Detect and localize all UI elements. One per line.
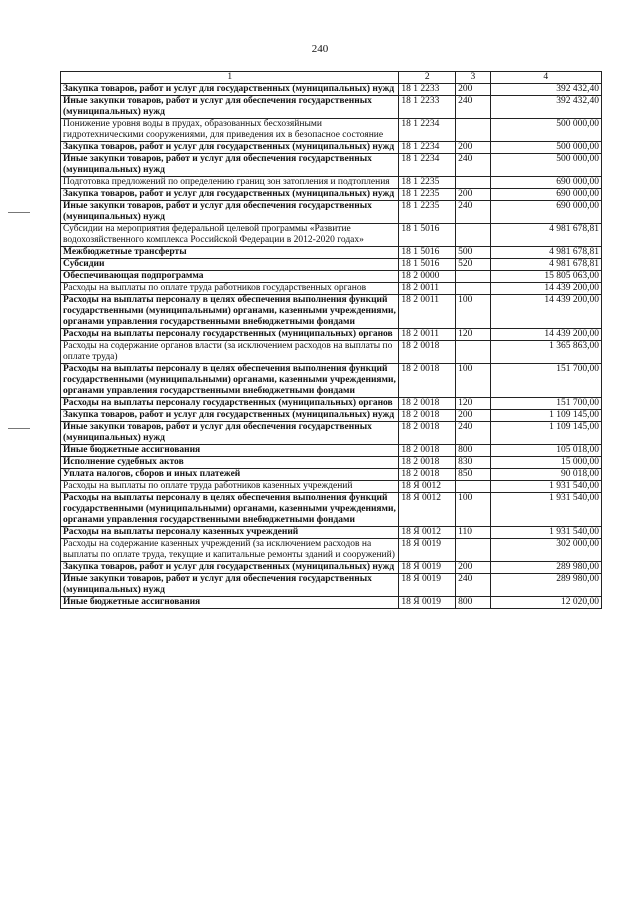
cell-sum: 12 020,00 xyxy=(490,597,601,609)
cell-name: Иные закупки товаров, работ и услуг для обеспечения государственных (муниципальных) нужд xyxy=(61,96,399,119)
cell-sum: 4 981 678,81 xyxy=(490,259,601,271)
cell-type: 240 xyxy=(456,154,490,177)
table-row xyxy=(61,364,602,398)
cell-sum: 90 018,00 xyxy=(490,469,601,481)
cell-code: 18 1 5016 xyxy=(399,247,456,259)
cell-type: 800 xyxy=(456,597,490,609)
cell-type xyxy=(456,177,490,189)
cell-type xyxy=(456,224,490,247)
cell-sum: 500 000,00 xyxy=(490,154,601,177)
table-row xyxy=(61,341,602,364)
cell-code: 18 1 2234 xyxy=(399,119,456,142)
table-row xyxy=(61,142,602,154)
page-number: 240 xyxy=(311,43,329,55)
cell-code: 18 Я 0012 xyxy=(399,527,456,539)
cell-code: 18 1 2235 xyxy=(399,177,456,189)
margin-mark xyxy=(8,428,30,429)
cell-code: 18 2 0011 xyxy=(399,329,456,341)
cell-sum: 289 980,00 xyxy=(490,574,601,597)
table-header-row xyxy=(61,72,602,84)
table-row xyxy=(61,469,602,481)
cell-sum: 500 000,00 xyxy=(490,142,601,154)
cell-type xyxy=(456,481,490,493)
cell-sum: 690 000,00 xyxy=(490,177,601,189)
cell-name: Межбюджетные трансферты xyxy=(61,247,399,259)
cell-name: Расходы на выплаты персоналу в целях обеспечения выполнения функций государственными (муниципальными) органами, казенными учреждениями, органами управления государственными внебюджетными фондами xyxy=(61,295,399,329)
cell-code: 18 2 0018 xyxy=(399,398,456,410)
cell-code: 18 2 0018 xyxy=(399,457,456,469)
cell-name: Расходы на содержание органов власти (за исключением расходов на выплаты по оплате труда) xyxy=(61,341,399,364)
table-row xyxy=(61,247,602,259)
table-row xyxy=(61,539,602,562)
cell-name: Иные бюджетные ассигнования xyxy=(61,597,399,609)
cell-code: 18 Я 0012 xyxy=(399,493,456,527)
table-row xyxy=(61,398,602,410)
cell-sum: 4 981 678,81 xyxy=(490,247,601,259)
cell-type: 240 xyxy=(456,96,490,119)
cell-code: 18 2 0011 xyxy=(399,283,456,295)
cell-name: Закупка товаров, работ и услуг для государственных (муниципальных) нужд xyxy=(61,562,399,574)
table-row xyxy=(61,119,602,142)
table-row xyxy=(61,574,602,597)
cell-type xyxy=(456,271,490,283)
cell-code: 18 1 2234 xyxy=(399,154,456,177)
cell-sum: 1 931 540,00 xyxy=(490,527,601,539)
cell-type: 100 xyxy=(456,493,490,527)
cell-code: 18 1 2233 xyxy=(399,84,456,96)
cell-name: Расходы на выплаты персоналу казенных учреждений xyxy=(61,527,399,539)
cell-code: 18 Я 0019 xyxy=(399,574,456,597)
cell-type xyxy=(456,283,490,295)
cell-type: 200 xyxy=(456,142,490,154)
cell-name: Закупка товаров, работ и услуг для государственных (муниципальных) нужд xyxy=(61,189,399,201)
table-row xyxy=(61,410,602,422)
cell-name: Иные закупки товаров, работ и услуг для обеспечения государственных (муниципальных) нужд xyxy=(61,574,399,597)
cell-code: 18 2 0018 xyxy=(399,364,456,398)
cell-name: Иные закупки товаров, работ и услуг для обеспечения государственных (муниципальных) нужд xyxy=(61,201,399,224)
table-row xyxy=(61,177,602,189)
cell-sum: 151 700,00 xyxy=(490,364,601,398)
cell-type: 100 xyxy=(456,364,490,398)
cell-name: Расходы на выплаты персоналу в целях обеспечения выполнения функций государственными (муниципальными) органами, казенными учреждениями, органами управления государственными внебюджетными фондами xyxy=(61,364,399,398)
cell-type: 120 xyxy=(456,329,490,341)
cell-name: Закупка товаров, работ и услуг для государственных (муниципальных) нужд xyxy=(61,410,399,422)
cell-type xyxy=(456,341,490,364)
table-row xyxy=(61,422,602,445)
table-row xyxy=(61,295,602,329)
cell-name: Подготовка предложений по определению границ зон затопления и подтопления xyxy=(61,177,399,189)
cell-sum: 1 931 540,00 xyxy=(490,493,601,527)
cell-name: Расходы на выплаты по оплате труда работников казенных учреждений xyxy=(61,481,399,493)
cell-sum: 1 109 145,00 xyxy=(490,422,601,445)
cell-name: Уплата налогов, сборов и иных платежей xyxy=(61,469,399,481)
cell-name: Расходы на выплаты персоналу государственных (муниципальных) органов xyxy=(61,398,399,410)
table-row xyxy=(61,96,602,119)
cell-code: 18 Я 0019 xyxy=(399,539,456,562)
cell-type: 120 xyxy=(456,398,490,410)
cell-code: 18 1 2235 xyxy=(399,201,456,224)
cell-type: 240 xyxy=(456,574,490,597)
table-row xyxy=(61,283,602,295)
table-row xyxy=(61,493,602,527)
cell-type: 110 xyxy=(456,527,490,539)
cell-type: 500 xyxy=(456,247,490,259)
table-row xyxy=(61,481,602,493)
cell-type xyxy=(456,539,490,562)
cell-code: 18 2 0000 xyxy=(399,271,456,283)
table-row xyxy=(61,271,602,283)
table-row xyxy=(61,201,602,224)
cell-sum: 151 700,00 xyxy=(490,398,601,410)
cell-name: Закупка товаров, работ и услуг для государственных (муниципальных) нужд xyxy=(61,84,399,96)
table-row xyxy=(61,457,602,469)
cell-name: Расходы на выплаты по оплате труда работников государственных органов xyxy=(61,283,399,295)
header-col-2: 2 xyxy=(399,72,456,84)
table-row xyxy=(61,527,602,539)
cell-sum: 14 439 200,00 xyxy=(490,295,601,329)
cell-name: Иные закупки товаров, работ и услуг для обеспечения государственных (муниципальных) нужд xyxy=(61,422,399,445)
cell-type: 520 xyxy=(456,259,490,271)
cell-type: 240 xyxy=(456,422,490,445)
cell-sum: 15 000,00 xyxy=(490,457,601,469)
cell-code: 18 2 0018 xyxy=(399,341,456,364)
cell-type: 100 xyxy=(456,295,490,329)
cell-name: Исполнение судебных актов xyxy=(61,457,399,469)
cell-type: 200 xyxy=(456,562,490,574)
cell-name: Закупка товаров, работ и услуг для государственных (муниципальных) нужд xyxy=(61,142,399,154)
cell-sum: 690 000,00 xyxy=(490,189,601,201)
table-row xyxy=(61,154,602,177)
cell-code: 18 2 0018 xyxy=(399,422,456,445)
cell-type: 850 xyxy=(456,469,490,481)
table-body xyxy=(61,84,602,609)
cell-sum: 1 365 863,00 xyxy=(490,341,601,364)
cell-sum: 14 439 200,00 xyxy=(490,283,601,295)
cell-code: 18 2 0011 xyxy=(399,295,456,329)
cell-code: 18 1 2235 xyxy=(399,189,456,201)
cell-name: Субсидии xyxy=(61,259,399,271)
cell-sum: 4 981 678,81 xyxy=(490,224,601,247)
cell-sum: 105 018,00 xyxy=(490,445,601,457)
cell-type: 200 xyxy=(456,189,490,201)
cell-code: 18 2 0018 xyxy=(399,445,456,457)
cell-name: Расходы на выплаты персоналу государственных (муниципальных) органов xyxy=(61,329,399,341)
cell-sum: 1 109 145,00 xyxy=(490,410,601,422)
table-row xyxy=(61,445,602,457)
cell-name: Иные бюджетные ассигнования xyxy=(61,445,399,457)
header-col-4: 4 xyxy=(490,72,601,84)
cell-type: 240 xyxy=(456,201,490,224)
cell-sum: 500 000,00 xyxy=(490,119,601,142)
cell-code: 18 Я 0012 xyxy=(399,481,456,493)
cell-code: 18 1 2233 xyxy=(399,96,456,119)
cell-type: 830 xyxy=(456,457,490,469)
cell-sum: 690 000,00 xyxy=(490,201,601,224)
cell-type: 200 xyxy=(456,84,490,96)
header-col-1: 1 xyxy=(61,72,399,84)
table-row xyxy=(61,597,602,609)
cell-sum: 392 432,40 xyxy=(490,84,601,96)
cell-code: 18 1 5016 xyxy=(399,259,456,271)
cell-code: 18 Я 0019 xyxy=(399,562,456,574)
cell-name: Обеспечивающая подпрограмма xyxy=(61,271,399,283)
table-row xyxy=(61,259,602,271)
cell-code: 18 1 5016 xyxy=(399,224,456,247)
cell-type xyxy=(456,119,490,142)
table-row xyxy=(61,562,602,574)
cell-name: Иные закупки товаров, работ и услуг для обеспечения государственных (муниципальных) нужд xyxy=(61,154,399,177)
cell-code: 18 2 0018 xyxy=(399,469,456,481)
cell-name: Расходы на выплаты персоналу в целях обеспечения выполнения функций государственными (муниципальными) органами, казенными учреждениями, органами управления государственными внебюджетными фондами xyxy=(61,493,399,527)
table-row xyxy=(61,224,602,247)
table-row xyxy=(61,329,602,341)
cell-name: Расходы на содержание казенных учреждений (за исключением расходов на выплаты по оплате труда, текущие и капитальные ремонты зданий и сооружений) xyxy=(61,539,399,562)
cell-name: Субсидии на мероприятия федеральной целевой программы «Развитие водохозяйственного комплекса Российской Федерации в 2012-2020 годах» xyxy=(61,224,399,247)
cell-sum: 15 805 063,00 xyxy=(490,271,601,283)
cell-sum: 289 980,00 xyxy=(490,562,601,574)
cell-code: 18 Я 0019 xyxy=(399,597,456,609)
margin-mark xyxy=(8,212,30,213)
cell-sum: 14 439 200,00 xyxy=(490,329,601,341)
budget-table xyxy=(60,71,602,609)
cell-code: 18 2 0018 xyxy=(399,410,456,422)
table-row xyxy=(61,84,602,96)
cell-sum: 392 432,40 xyxy=(490,96,601,119)
cell-sum: 1 931 540,00 xyxy=(490,481,601,493)
cell-type: 200 xyxy=(456,410,490,422)
cell-type: 800 xyxy=(456,445,490,457)
cell-code: 18 1 2234 xyxy=(399,142,456,154)
table-row xyxy=(61,189,602,201)
cell-name: Понижение уровня воды в прудах, образованных бесхозяйными гидротехническими сооружениями, для приведения их в безопасное состояние xyxy=(61,119,399,142)
header-col-3: 3 xyxy=(456,72,490,84)
cell-sum: 302 000,00 xyxy=(490,539,601,562)
